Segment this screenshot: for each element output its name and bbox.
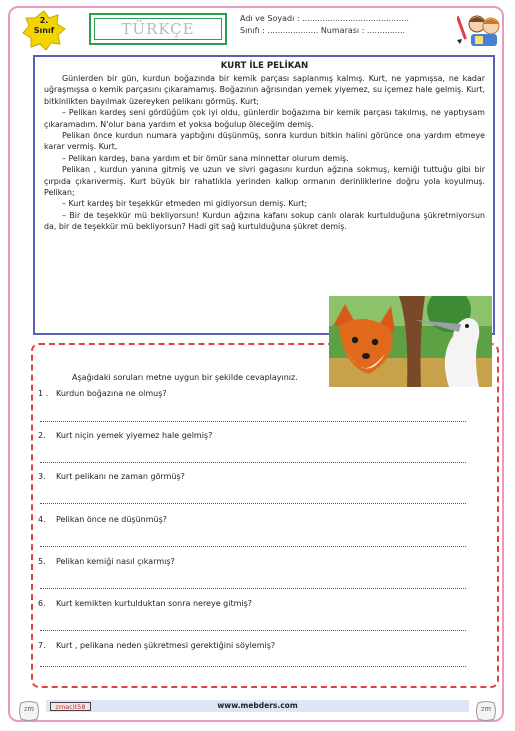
corner-mark-text: zm <box>480 705 492 713</box>
story-paragraph: – Pelikan kardeş, bana yardım et bir ömür sana minnettar olurum demiş. <box>62 153 349 163</box>
story-paragraph: Pelikan önce kurdun numara yaptığını düşünmüş, sonra kurdun bitkin halini görünce ona yardım etmeye karar vermiş. Kurt, <box>44 131 485 152</box>
answer-line[interactable] <box>40 546 466 547</box>
kids-illustration <box>457 10 503 50</box>
question-number: 1 . <box>38 389 49 398</box>
question-item <box>38 598 466 609</box>
question-number: 7. <box>38 641 46 650</box>
question-item <box>38 640 466 651</box>
question-item <box>38 556 466 567</box>
corner-mark-right <box>475 700 497 722</box>
story-box <box>33 55 495 335</box>
story-paragraph: Pelikan , kurdun yanına gitmiş ve uzun ve sivri gagasını kurdun ağzına sokmuş, kemiği tuttuğu gibi bir çırpıda çıkarıvermiş. Kurt büyük bir rahatlıkla yerinden kalkıp ormanın derinliklerine doğru yola koyulmuş. Pelikan; <box>44 165 485 198</box>
story-title: KURT İLE PELİKAN <box>220 61 309 71</box>
footer-site-link[interactable]: www.mebders.com <box>217 701 298 710</box>
story-text <box>44 73 485 233</box>
story-paragraph: Günlerden bir gün, kurdun boğazında bir kemik parçası saplanmış kalmış. Kurt, ne yapmışsa, ne kadar uğraşmışsa o kemik parçasını çıkaramamış. Boğazının ağrısından yemek yiyemez, su içemez hale gelmiş. Kurt, bitkinlikten bayılmak üzereyken pelikanı görmüş. Kurt; <box>44 74 485 106</box>
question-number: 3. <box>38 472 46 481</box>
question-text: Kurt niçin yemek yiyemez hale gelmiş? <box>56 431 213 440</box>
questions-intro: Aşağıdaki soruları metne uygun bir şekilde cevaplayınız. <box>72 373 298 382</box>
question-text: Kurt , pelikana neden şükretmesi gerektiğini söylemiş? <box>56 641 276 650</box>
answer-line[interactable] <box>40 462 466 463</box>
student-info <box>240 13 460 37</box>
question-number: 2. <box>38 431 46 440</box>
story-paragraph: – Kurt kardeş bir teşekkür etmeden mi gidiyorsun demiş. Kurt; <box>62 199 308 209</box>
question-item <box>38 514 466 525</box>
question-item <box>38 430 466 441</box>
name-field[interactable]: Adı ve Soyadı : .......................................... <box>240 14 409 23</box>
answer-line[interactable] <box>40 666 466 667</box>
story-paragraph: – Bir de teşekkür mü bekliyorsun! Kurdun ağzına kafanı sokup canlı olarak kurtulduğuna şükretmiyorsun da, bir de teşekkür mü bekliyorsun? Hadi git sağ kurtulduğuna şükret demiş. <box>44 210 485 232</box>
story-paragraph: – Pelikan kardeş seni gördüğüm çok iyi oldu, günlerdir boğazıma bir kemik parçası takılmış, ne yaptıysam çıkaramadım. N'olur bana yardım et yoksa boğulup öleceğim demiş. <box>44 108 485 129</box>
kids-icon <box>457 10 503 50</box>
question-text: Pelikan önce ne düşünmüş? <box>56 515 168 524</box>
question-number: 5. <box>38 557 46 566</box>
question-text: Kurt pelikanı ne zaman görmüş? <box>56 472 185 481</box>
header <box>14 10 500 50</box>
answer-line[interactable] <box>40 588 466 589</box>
answer-line[interactable] <box>40 421 466 422</box>
fox-pelican-icon <box>329 296 492 387</box>
question-text: Kurdun boğazına ne olmuş? <box>56 389 167 398</box>
grade-badge <box>22 10 66 50</box>
grade-word: Sınıf <box>33 26 55 35</box>
grade-number: 2. <box>39 16 49 25</box>
answer-line[interactable] <box>40 503 466 504</box>
corner-mark-left <box>18 700 40 722</box>
question-text: Pelikan kemiği nasıl çıkarmış? <box>56 557 175 566</box>
question-item <box>38 471 466 482</box>
fox-pelican-illustration <box>329 296 492 387</box>
class-number-field[interactable]: Sınıfı : .................... Numarası : ............... <box>240 26 406 35</box>
grade-label <box>22 16 66 36</box>
question-item <box>38 388 466 399</box>
question-number: 6. <box>38 599 46 608</box>
subject-title: TÜRKÇE <box>121 20 195 38</box>
question-number: 4. <box>38 515 46 524</box>
subject-box <box>89 13 227 45</box>
corner-mark-text: zm <box>23 705 35 713</box>
footer-brand: zmacit58 <box>50 702 91 711</box>
answer-line[interactable] <box>40 630 466 631</box>
question-text: Kurt kemikten kurtulduktan sonra nereye gitmiş? <box>56 599 253 608</box>
